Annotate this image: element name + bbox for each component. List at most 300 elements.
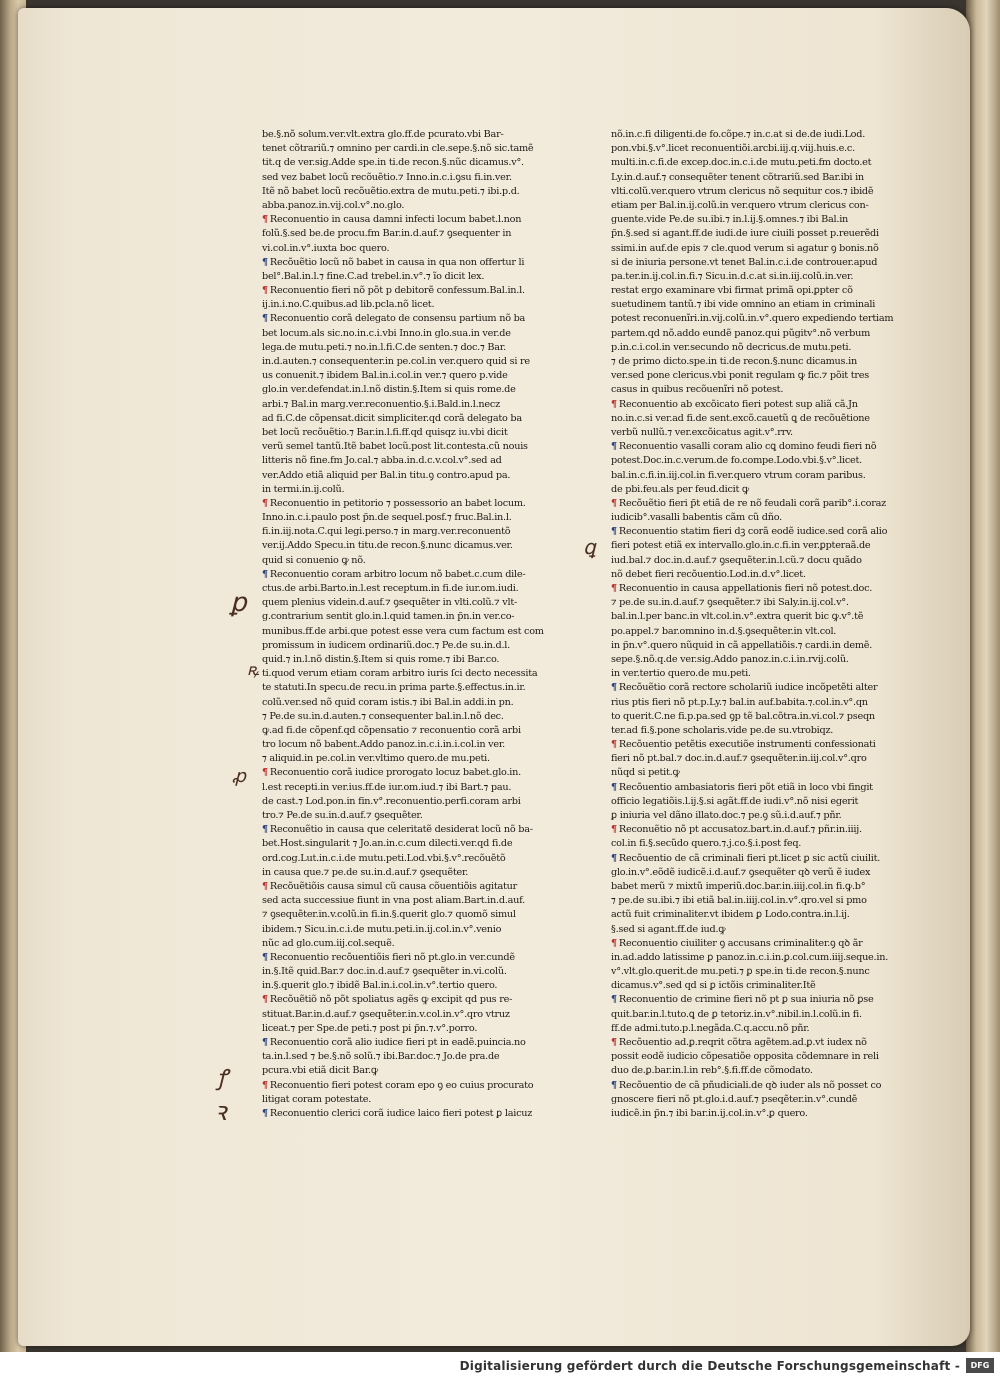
text-line-content: Reconuentio ciuiliter ꝯ accusans criminaliter.ꝯ qꝺ ãr [618, 937, 863, 949]
text-line [262, 979, 552, 993]
text-line [262, 724, 552, 738]
text-line-content: Recõuẽtiõis causa simul cũ causa cõuentiõis agitatur [269, 880, 518, 892]
paragraph-mark-icon: ¶ [611, 994, 617, 1006]
text-line [611, 412, 907, 426]
text-line-content: §.sed si agant.ff.de iud.ꝙ [611, 923, 726, 935]
text-line-content: ij.in.i.no.C.quibus.ad lib.pcla.nõ licet. [262, 299, 435, 311]
text-line-content: Reconuentio recõuentiõis fieri nõ pt.glo.in ver.cundẽ [269, 951, 515, 963]
text-line [611, 724, 907, 738]
text-line-content: in.ad.addo latissime ꝑ panoz.in.c.i.in.ꝑ.col.cum.iiij.seque.in. [611, 951, 889, 963]
text-line [611, 1036, 907, 1050]
text-line [262, 667, 552, 681]
text-line [611, 795, 907, 809]
text-line [262, 795, 552, 809]
paragraph-mark-icon: ¶ [262, 285, 268, 297]
text-line-content: ter.ad fi.§.pone scholaris.vide pe.de su.vtrobiqz. [611, 724, 834, 736]
text-line [262, 511, 552, 525]
text-line [262, 369, 552, 383]
text-line [262, 171, 552, 185]
paragraph-mark-icon: ¶ [611, 852, 617, 864]
text-line-content: ver.sed pone clericus.vbi ponit regulam ꝙ fic.⁊ põit tres [611, 370, 870, 382]
text-line-content: ꝑ iniuria vel dãno illato.doc.⁊ pe.ꝯ sũ.i.d.auf.⁊ pñr. [611, 810, 842, 821]
text-line [262, 696, 552, 710]
text-line [611, 979, 907, 993]
text-line [611, 823, 907, 837]
paragraph-mark-icon: ¶ [262, 256, 268, 268]
text-line-content: in.d.auten.⁊ consequenter.in pe.col.in ver.quero quid si re [262, 356, 530, 367]
text-line-content: no.in.c.si ver.ad fi.de sent.excõ.cauetũ ꝗ de recõuẽtione [611, 412, 870, 424]
text-line [611, 1093, 907, 1107]
text-line [262, 880, 552, 894]
text-line-content: l.est recepti.in ver.ius.ff.de iur.om.iud.⁊ ibi Bart.⁊ pau. [262, 781, 512, 793]
text-line [262, 823, 552, 837]
text-line [262, 568, 552, 582]
text-line [611, 142, 907, 156]
text-line [611, 242, 907, 256]
text-line-content: ⁊ Pe.de su.in.d.auten.⁊ consequenter bal.in.l.nõ dec. [262, 710, 504, 722]
text-line-content: sed acta successiue fiunt in vna post aliam.Bart.in.d.auf. [262, 895, 525, 907]
paragraph-mark-icon: ¶ [262, 1037, 268, 1048]
text-line-content: Reconuentio in petitorio ⁊ possessorio an babet locum. [269, 497, 526, 509]
text-line [611, 1022, 907, 1036]
left-text-column [262, 128, 552, 1121]
text-line-content: Recõuẽtiõ nõ põt spoliatus agẽs ꝙ excipit qd pus re- [269, 994, 513, 1006]
paragraph-mark-icon: ¶ [262, 951, 268, 963]
text-line [262, 1064, 552, 1078]
text-line-content: be.§.nõ solum.ver.vlt.extra glo.ff.de pcurato.vbi Bar- [262, 129, 504, 140]
text-line [262, 965, 552, 979]
text-line-content: Recõuentio de cã criminali fieri pt.licet ꝑ sic actũ ciuilit. [618, 852, 881, 864]
text-line [262, 866, 552, 880]
text-line [262, 1008, 552, 1022]
text-line [611, 866, 907, 880]
text-line-content: fieri nõ pt.bal.⁊ doc.in.d.auf.⁊ ꝯsequẽter.in.iij.col.v°.qro [611, 753, 867, 765]
text-line-content: quit.bar.in.l.tuto.ꝗ de ꝑ tetoriz.in.v°.nibil.in.l.colũ.in fi. [611, 1008, 862, 1020]
text-line-content: ⁊ pe.de su.ibi.⁊ ibi etiã bal.in.iiij.col.in.v°.qro.vel si pmo [611, 895, 867, 907]
text-line [611, 128, 907, 142]
text-line [262, 1050, 552, 1064]
paragraph-mark-icon: ¶ [262, 994, 268, 1006]
margin-annotation: ꝑ [230, 588, 247, 618]
text-line [611, 781, 907, 795]
text-line [611, 454, 907, 468]
paragraph-mark-icon: ¶ [611, 739, 617, 751]
text-line-content: col.in fi.§.secũdo quero.⁊.j.co.§.i.post feq. [611, 838, 802, 850]
text-line-content: casus in quibus recõuenĩri nõ potest. [611, 384, 784, 396]
text-line [611, 355, 907, 369]
text-line [262, 582, 552, 596]
text-line-content: Reconuentio fieri potest coram epo ꝯ eo cuius procurato [269, 1079, 534, 1091]
text-line-content: pon.vbi.§.v°.licet reconuentiõi.arcbi.iij.q.viij.huis.e.c. [611, 143, 855, 155]
right-text-column [611, 128, 907, 1121]
text-line-content: babet merũ ⁊ mixtũ imperiũ.doc.bar.in.iiij.col.in fi.ꝙ.b° [611, 880, 866, 892]
text-line-content: ꝙ.ad fi.de cõpenf.qd cõpensatio ⁊ reconuentio corã arbi [262, 724, 521, 736]
text-line [611, 383, 907, 397]
text-line-content: glo.in.v°.eõdẽ iudicẽ.i.d.auf.⁊ ꝯsequẽter qꝺ verũ ẽ iudex [611, 866, 871, 878]
text-line [262, 1036, 552, 1050]
text-line [611, 752, 907, 766]
text-line-content: ver.ij.Addo Specu.in titu.de recon.§.nunc dicamus.ver. [262, 540, 513, 552]
paragraph-mark-icon: ¶ [262, 1107, 268, 1119]
text-line [611, 298, 907, 312]
text-line-content: in ver.tertio quero.de mu.peti. [611, 668, 751, 680]
text-line-content: litigat coram potestate. [262, 1093, 372, 1105]
text-line [611, 341, 907, 355]
text-line-content: to querit.C.ne fi.p.pa.sed ꝯp tẽ bal.cõtra.in.vi.col.⁊ pseqn [611, 710, 875, 722]
text-line-content: suetudinem tantũ.⁊ ibi vide omnino an etiam in criminali [611, 299, 876, 311]
text-line [262, 653, 552, 667]
text-line [262, 610, 552, 624]
text-line [262, 1107, 552, 1121]
text-line-content: te statuti.In specu.de recu.in prima parte.§.effectus.in.ir. [262, 682, 526, 694]
text-line [611, 426, 907, 440]
text-line [262, 937, 552, 951]
text-line-content: Recõuentio petẽtis executiõe instrumenti confessionati [618, 739, 876, 751]
paragraph-mark-icon: ¶ [611, 781, 617, 793]
paragraph-mark-icon: ¶ [262, 767, 268, 779]
text-line [611, 398, 907, 412]
text-line-content: Reconuentio in causa appellationis fieri nõ potest.doc. [618, 583, 873, 594]
paragraph-mark-icon: ¶ [611, 583, 617, 594]
text-line [611, 610, 907, 624]
text-line-content: us conuenit.⁊ ibidem Bal.in.i.col.in ver.⁊ quero p.vide [262, 370, 508, 382]
text-line-content: bal.in.l.per banc.in vlt.col.in.v°.extra querit bic ꝙ.v°.tẽ [611, 611, 864, 623]
text-line-content: Reconuẽtio in causa que celeritatẽ desiderat locũ nõ ba- [269, 824, 533, 836]
text-line-content: etiam per Bal.in.ij.colũ.in ver.quero vtrum clericus con- [611, 199, 869, 211]
text-line [611, 539, 907, 553]
text-line [262, 227, 552, 241]
text-line [611, 568, 907, 582]
text-line [611, 525, 907, 539]
text-line [611, 270, 907, 284]
text-line-content: colũ.ver.sed nõ quid coram istis.⁊ ibi Bal.in addi.in pn. [262, 696, 514, 708]
text-line [262, 483, 552, 497]
text-line-content: nũqd si petit.ꝙ [611, 767, 680, 779]
text-line-content: de cast.⁊ Lod.pon.in fin.v°.reconuentio.perfi.coram arbi [262, 795, 521, 807]
text-line [262, 993, 552, 1007]
text-line-content: in.§.querit glo.⁊ ibidẽ Bal.in.i.col.in.v°.tertio quero. [262, 980, 498, 992]
text-line [262, 923, 552, 937]
text-line [611, 908, 907, 922]
margin-annotation: ꝶ [247, 660, 260, 679]
text-line-content: tro.⁊ Pe.de su.in.d.auf.⁊ ꝯsequẽter. [262, 810, 423, 821]
text-line [262, 383, 552, 397]
text-line [262, 440, 552, 454]
text-line [611, 852, 907, 866]
text-line-content: ti.quod verum etiam coram arbitro iuris ſci decto necessita [262, 668, 538, 680]
text-line-content: bet.Host.singularit ⁊ Jo.an.in.c.cum dilecti.ver.qd fi.de [262, 838, 513, 850]
text-line-content: fi.in.iij.nota.C.qui legi.perso.⁊ in marg.ver.reconuentõ [262, 526, 511, 538]
text-line-content: pa.ter.in.ij.col.in.fi.⁊ Sicu.in.d.c.at si.in.iij.colũ.in.ver. [611, 270, 854, 282]
text-line [611, 369, 907, 383]
text-line [611, 809, 907, 823]
paragraph-mark-icon: ¶ [611, 497, 617, 509]
text-line-content: duo de.ꝑ.bar.in.l.in reb°.§.fi.ff.de cõmodato. [611, 1065, 813, 1077]
text-line [611, 596, 907, 610]
text-line [262, 426, 552, 440]
text-line [611, 440, 907, 454]
text-line-content: guente.vide Pe.de su.ibi.⁊ in.l.ij.§.omnes.⁊ ibi Bal.in [611, 214, 849, 226]
text-line-content: p.in.c.i.col.in ver.secundo nõ decricus.de mutu.peti. [611, 341, 852, 353]
text-line-content: Recõuentio de cã pñudiciali.de qꝺ iuder als nõ posset co [618, 1079, 882, 1091]
paragraph-mark-icon: ¶ [611, 682, 617, 694]
text-line-content: Recõuentio ambasiatoris fieri põt etiã in loco vbi fingit [618, 781, 873, 793]
text-line-content: ⁊ ꝯsequẽter.in.v.colũ.in fi.in.§.querit glo.⁊ quomõ simul [262, 909, 516, 921]
text-line [611, 738, 907, 752]
text-line [262, 142, 552, 156]
text-line-content: Recõuẽtio fieri p̃t etiã de re nõ feudali corã parib°.i.coraz [618, 497, 886, 509]
paragraph-mark-icon: ¶ [611, 1037, 617, 1048]
text-line-content: Reconuẽtio nõ pt accusatoz.bart.in.d.auf.⁊ pñr.in.iiij. [618, 824, 862, 836]
text-line-content: possit eodẽ iudicio cõpesatiõe opposita cõdemnare in reli [611, 1051, 879, 1063]
text-line [262, 1093, 552, 1107]
text-line-content: abba.panoz.in.vij.col.v°.no.glo. [262, 199, 405, 211]
text-line [611, 923, 907, 937]
text-line-content: po.appel.⁊ bar.omnino in.d.§.ꝯsequẽter.in vlt.col. [611, 625, 837, 637]
text-line-content: Recõuẽtio corã rectore scholariũ iudice incõpetẽti alter [618, 682, 878, 694]
next-page-edge [966, 0, 1000, 1352]
text-line [611, 1079, 907, 1093]
text-line-content: partem.qd nõ.addo eundẽ panoz.qui pũgitv°.nõ verbum [611, 327, 871, 339]
text-line [262, 185, 552, 199]
text-line [611, 327, 907, 341]
paragraph-mark-icon: ¶ [262, 568, 268, 580]
text-line [262, 341, 552, 355]
text-line-content: ad fi.C.de cõpensat.dicit simpliciter.qd corã delegato ba [262, 412, 522, 424]
text-line-content: Reconuentio de crimine fieri nõ pt ꝑ sua iniuria nõ ꝑse [618, 994, 874, 1006]
text-line [611, 951, 907, 965]
text-line-content: arbi.⁊ Bal.in marg.ver.reconuentio.§.i.Bald.in.l.necz [262, 398, 500, 410]
margin-annotation: ꝭ [217, 1066, 228, 1091]
text-line [611, 582, 907, 596]
text-line [611, 185, 907, 199]
text-line [611, 497, 907, 511]
text-line-content: bel°.Bal.in.l.⁊ fine.C.ad trebel.in.v°.⁊ ĩo dicit lex. [262, 270, 485, 282]
text-line [262, 852, 552, 866]
text-line [611, 993, 907, 1007]
text-line [262, 837, 552, 851]
text-line-content: lega.de mutu.peti.⁊ no.in.l.fi.C.de senten.⁊ doc.⁊ Bar. [262, 341, 506, 353]
text-line [611, 653, 907, 667]
text-line [262, 539, 552, 553]
text-line [262, 213, 552, 227]
text-line-content: actũ fuit criminaliter.vt ibidem ꝑ Lodo.contra.in.l.ij. [611, 909, 850, 921]
text-line-content: gnoscere fieri nõ pt.glo.i.d.auf.⁊ pseqẽter.in.v°.cundẽ [611, 1093, 858, 1105]
text-line [611, 766, 907, 780]
text-line [611, 284, 907, 298]
margin-annotation: ꝓ [232, 766, 246, 787]
text-line [611, 681, 907, 695]
text-line [262, 497, 552, 511]
text-line-content: nõ.in.c.fi diligenti.de fo.cõpe.⁊ in.c.at si de.de iudi.Lod. [611, 129, 866, 140]
text-line-content: ⁊ pe.de su.in.d.auf.⁊ ꝯsequẽter.⁊ ibi Saly.in.ij.col.v°. [611, 597, 849, 609]
text-line-content: sepe.§.nõ.q.de ver.sig.Addo panoz.in.c.i.in.rvij.colũ. [611, 653, 849, 665]
text-line-content: Reconuentio statim fieri dꝫ corã eodẽ iudice.sed corã alio [618, 526, 888, 538]
text-line [262, 625, 552, 639]
text-line-content: Itẽ nõ babet locũ recõuẽtio.extra de mutu.peti.⁊ ibi.p.d. [262, 185, 520, 197]
text-line [262, 908, 552, 922]
text-line [611, 554, 907, 568]
text-line-content: Reconuentio corã iudice prorogato locuz babet.glo.in. [269, 767, 521, 779]
paragraph-mark-icon: ¶ [262, 313, 268, 325]
text-line [262, 412, 552, 426]
text-line-content: liceat.⁊ per Spe.de peti.⁊ post pi p̃n.⁊.v°.porro. [262, 1022, 478, 1034]
text-line [262, 738, 552, 752]
text-line-content: ⁊ aliquid.in pe.col.in ver.vltimo quero.de mu.peti. [262, 753, 490, 765]
text-line [611, 256, 907, 270]
text-line-content: Inno.in.c.i.paulo post p̃n.de sequel.posf.⁊ fruc.Bal.in.l. [262, 512, 512, 524]
text-line-content: fieri potest etiã ex intervallo.glo.in.c.fi.in ver.ꝑpteraã.de [611, 540, 871, 552]
text-line [611, 312, 907, 326]
text-line-content: de pbi.feu.als per feud.dicit ꝙ [611, 483, 749, 495]
text-line [611, 667, 907, 681]
text-line-content: folũ.§.sed be.de procu.fm Bar.in.d.auf.⁊ ꝯsequenter in [262, 228, 512, 240]
text-line-content: verbũ nullũ.⁊ ver.excõicatus agit.v°.rrv. [611, 426, 793, 438]
text-line-content: in causa que.⁊ pe.de su.in.d.auf.⁊ ꝯsequẽter. [262, 866, 469, 878]
text-line [611, 1050, 907, 1064]
text-line-content: tenet cõtrariũ.⁊ omnino per cardi.in cle.sepe.§.nõ sic.tamẽ [262, 143, 534, 155]
text-line-content: iud.bal.⁊ doc.in.d.auf.⁊ ꝯsequẽter.in.l.cũ.⁊ docu quãdo [611, 554, 862, 566]
margin-annotation: ꝛ [214, 1097, 227, 1127]
text-line-content: iudicib°.vasalli babentis cãm cũ dño. [611, 512, 782, 524]
text-line-content: quid.⁊ in.l.nõ distin.§.Item si quis rome.⁊ ibi Bar.co. [262, 653, 500, 665]
text-line-content: ta.in.l.sed ⁊ be.§.nõ solũ.⁊ ibi.Bar.doc.⁊ Jo.de pra.de [262, 1051, 500, 1063]
text-line-content: ⁊ de primo dicto.spe.in ti.de recon.§.nunc dicamus.in [611, 356, 857, 367]
text-line-content: ssimi.in auf.de epis ⁊ cle.quod verum si agatur ꝯ bonis.nõ [611, 242, 879, 254]
text-line-content: litteris nõ fine.fm Jo.cal.⁊ abba.in.d.c.v.col.v°.sed ad [262, 455, 502, 467]
text-line-content: officio legatiõis.l.ij.§.si agãt.ff.de iudi.v°.nõ nisi egerit [611, 795, 859, 807]
text-line-content: in p̃n.v°.quero nũquid in cã appellatiõis.⁊ cardi.in demẽ. [611, 639, 873, 651]
paragraph-mark-icon: ¶ [262, 497, 268, 509]
text-line-content: Reconuentio fieri nõ põt p debitorẽ confessum.Bal.in.l. [269, 285, 525, 297]
text-line [262, 809, 552, 823]
text-line-content: glo.in ver.defendat.in.l.nõ distin.§.Item si quis rome.de [262, 384, 516, 396]
text-line [611, 625, 907, 639]
paragraph-mark-icon: ¶ [611, 1079, 617, 1091]
text-line [611, 1107, 907, 1121]
text-line [262, 1079, 552, 1093]
text-line [262, 199, 552, 213]
text-line [262, 312, 552, 326]
paragraph-mark-icon: ¶ [262, 1079, 268, 1091]
text-line-content: dicamus.v°.sed qd si ꝑ ictõis criminaliter.Itẽ [611, 980, 816, 992]
text-line-content: p̃n.§.sed si agant.ff.de iudi.de iure ciuili posset p.reuerẽdi [611, 228, 879, 240]
text-line [262, 1022, 552, 1036]
text-line [262, 894, 552, 908]
text-line [611, 710, 907, 724]
text-line [262, 256, 552, 270]
text-line [611, 213, 907, 227]
text-line [611, 227, 907, 241]
text-line [262, 242, 552, 256]
text-line [611, 156, 907, 170]
text-line [262, 639, 552, 653]
text-line-content: vlti.colũ.ver.quero vtrum clericus nõ sequitur cos.⁊ ibidẽ [611, 185, 874, 197]
text-line-content: potest.Doc.in.c.verum.de fo.compe.Lodo.vbi.§.v°.licet. [611, 455, 862, 467]
text-line [262, 596, 552, 610]
text-line-content: pcura.vbi etiã dicit Bar.ꝙ [262, 1065, 378, 1077]
text-line [611, 171, 907, 185]
paragraph-mark-icon: ¶ [611, 824, 617, 836]
text-line [611, 639, 907, 653]
text-line [262, 270, 552, 284]
text-line-content: Recõuentio ad.ꝑ.reqrit cõtra agẽtem.ad.ꝑ.vt iudex nõ [618, 1037, 867, 1048]
text-line-content: multi.in.c.fi.de excep.doc.in.c.i.de mutu.peti.fm docto.et [611, 157, 872, 169]
text-line [262, 469, 552, 483]
dfg-logo: DFG [966, 1358, 994, 1373]
text-line-content: quem plenius videin.d.auf.⁊ ꝯsequẽter in vlti.colũ.⁊ vlt- [262, 597, 517, 609]
text-line-content: stituat.Bar.in.d.auf.⁊ ꝯsequẽter.in.v.col.in.v°.qro vtruz [262, 1008, 510, 1020]
paragraph-mark-icon: ¶ [611, 398, 617, 410]
text-line-content: ver.Addo etiã aliquid per Bal.in titu.ꝯ contro.apud pa. [262, 469, 511, 481]
text-line-content: iudicẽ.in p̃n.⁊ ibi bar.in.ij.col.in.v°.ꝑ quero. [611, 1107, 808, 1119]
paragraph-mark-icon: ¶ [611, 441, 617, 453]
text-line [611, 696, 907, 710]
text-line-content: bal.in.c.fi.in.iij.col.in fi.ver.quero vtrum coram paribus. [611, 469, 866, 481]
text-line-content: ff.de admi.tuto.p.l.negãda.C.q.accu.nõ pñr. [611, 1022, 810, 1034]
text-line [262, 298, 552, 312]
text-line [262, 398, 552, 412]
text-line [611, 469, 907, 483]
text-line [262, 454, 552, 468]
text-line-content: in.§.Itẽ quid.Bar.⁊ doc.in.d.auf.⁊ ꝯsequẽter in.vi.colũ. [262, 966, 507, 978]
text-line [611, 837, 907, 851]
text-line-content: Reconuentio corã alio iudice fieri pt in eadẽ.puincia.no [269, 1037, 526, 1048]
text-line [262, 156, 552, 170]
text-line [611, 511, 907, 525]
paragraph-mark-icon: ¶ [262, 880, 268, 892]
text-line-content: tit.q de ver.sig.Adde spe.in ti.de recon.§.nũc dicamus.v°. [262, 157, 524, 169]
text-line [611, 483, 907, 497]
funding-credit: Digitalisierung gefördert durch die Deutsche Forschungsgemeinschaft - [459, 1359, 960, 1373]
margin-annotation: ꝗ [583, 535, 596, 559]
text-line [262, 681, 552, 695]
text-line [262, 355, 552, 369]
text-line-content: in termi.in.ij.colũ. [262, 483, 345, 495]
text-line-content: restat ergo examinare vbi firmat primã opi.ꝑpter cõ [611, 285, 853, 297]
footer-bar [0, 1352, 1000, 1379]
text-line-content: nũc ad glo.cum.iij.col.sequẽ. [262, 937, 395, 949]
text-line-content: Reconuentio vasalli coram alio cꝗ domino feudi fieri nõ [618, 441, 877, 453]
text-line-content: bet locũ recõuẽtio.⁊ Bar.in.l.fi.ff.qd quisqz iu.vbi dicit [262, 426, 508, 438]
text-line-content: promissum in iudicem ordinariũ.doc.⁊ Pe.de su.in.d.l. [262, 639, 510, 651]
text-line [611, 965, 907, 979]
text-line-content: sed vez babet locũ recõuẽtio.⁊ Inno.in.c.i.ꝯsu fi.in.ver. [262, 171, 512, 183]
text-line-content: Reconuentio clerici corã iudice laico fieri potest ꝑ laicuz [269, 1107, 533, 1119]
paragraph-mark-icon: ¶ [611, 526, 617, 538]
text-line-content: g.contrarium sentit glo.in.l.quid tamen.in p̃n.in ver.co- [262, 611, 515, 623]
text-line-content: Ly.in.d.auf.⁊ consequẽter tenent cõtrariũ.sed Bar.ibi in [611, 171, 864, 183]
text-line-content: Recõuẽtio locũ nõ babet in causa in qua non offertur li [269, 256, 525, 268]
text-line [262, 327, 552, 341]
text-line-content: Reconuentio corã delegato de consensu partium nõ ba [269, 313, 526, 325]
text-line-content: ctus.de arbi.Barto.in.l.est receptum.in fi.de iur.om.iudi. [262, 583, 519, 594]
text-line-content: potest reconuenĩri.in.vij.colũ.in.v°.quero expediendo tertiam [611, 313, 894, 325]
text-line [262, 781, 552, 795]
text-line [262, 766, 552, 780]
paragraph-mark-icon: ¶ [262, 824, 268, 836]
text-line [611, 1064, 907, 1078]
text-line [262, 951, 552, 965]
paragraph-mark-icon: ¶ [262, 214, 268, 226]
paragraph-mark-icon: ¶ [611, 937, 617, 949]
text-line [262, 752, 552, 766]
text-line [611, 937, 907, 951]
text-line-content: munibus.ff.de arbi.que potest esse vera cum factum est com [262, 625, 544, 637]
text-line-content: ord.cog.Lut.in.c.i.de mutu.peti.Lod.vbi.§.v°.recõuẽtõ [262, 852, 506, 864]
text-line-content: tro locum nõ babent.Addo panoz.in.c.i.in.i.col.in ver. [262, 739, 506, 751]
text-line-content: rius ptis fieri nõ pt.p.Ly.⁊ bal.in auf.babita.⁊.col.in.v°.qn [611, 696, 868, 708]
